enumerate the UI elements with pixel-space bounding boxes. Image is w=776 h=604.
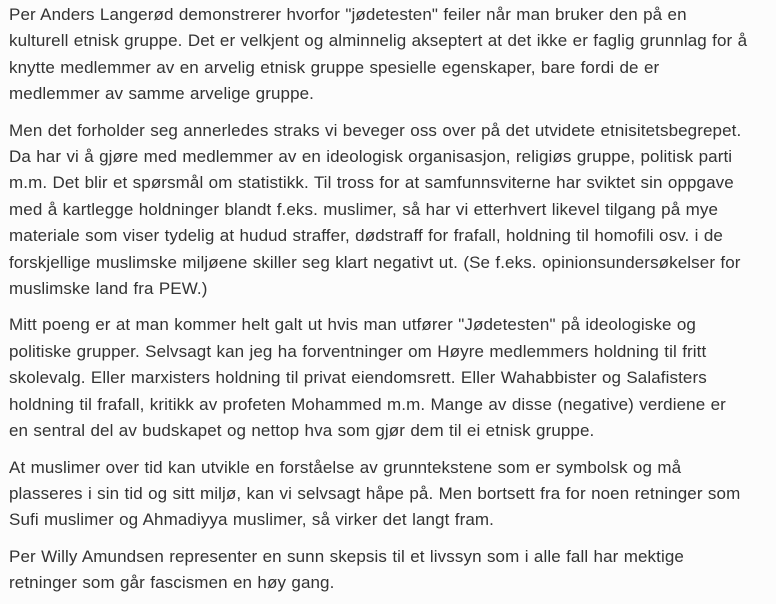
paragraph-4: At muslimer over tid kan utvikle en forståelse av grunntekstene som er symbolsk og må plasseres i sin tid og sitt miljø, kan vi selvsagt håpe på. Men bortsett fra for noen retninger som Sufi muslimer og Ahmadiyya muslimer, så virker det langt fram. — [9, 457, 741, 530]
paragraph-2: Men det forholder seg annerledes straks vi beveger oss over på det utvidete etnisitetsbegrepet. Da har vi å gjøre med medlemmer av en ideologisk organisasjon, religiøs gruppe, politisk parti m.m. Det blir et spørsmål om statistikk. Til tross for at samfunnsviterne har sviktet sin oppgave med å kartlegge holdninger blandt f.eks. muslimer, så har vi etterhvert likevel tilgang på mye materiale som viser tydelig at hudud straffer, dødstraff for frafall, holdning til homofili osv. i de forskjellige muslimske miljøene skiller seg klart negativt ut. (Se f.eks. opinionsundersøkelser for muslimske land fra PEW.) — [9, 120, 742, 299]
paragraph-1: Per Anders Langerød demonstrerer hvorfor "jødetesten" feiler når man bruker den på en kulturell etnisk gruppe. Det er velkjent og alminnelig akseptert at det ikke er faglig grunnlag for å knytte medlemmer av en arvelig etnisk gruppe spesielle egenskaper, bare fordi de er medlemmer av samme arvelige gruppe. — [9, 5, 748, 104]
paragraph-5: Per Willy Amundsen representer en sunn skepsis til et livssyn som i alle fall har mektige retninger som går fascismen en høy gang. — [9, 546, 684, 593]
paragraph-3: Mitt poeng er at man kommer helt galt ut hvis man utfører "Jødetesten" på ideologiske og politiske grupper. Selvsagt kan jeg ha forventninger om Høyre medlemmers holdning til fritt skolevalg. Eller marxisters holdning til privat eiendomsrett. Eller Wahabbister og Salafisters holdning til frafall, kritikk av profeten Mohammed m.m. Mange av disse (negative) verdiene er en sentral del av budskapet og nettop hva som gjør dem til ei etnisk gruppe. — [9, 315, 726, 441]
